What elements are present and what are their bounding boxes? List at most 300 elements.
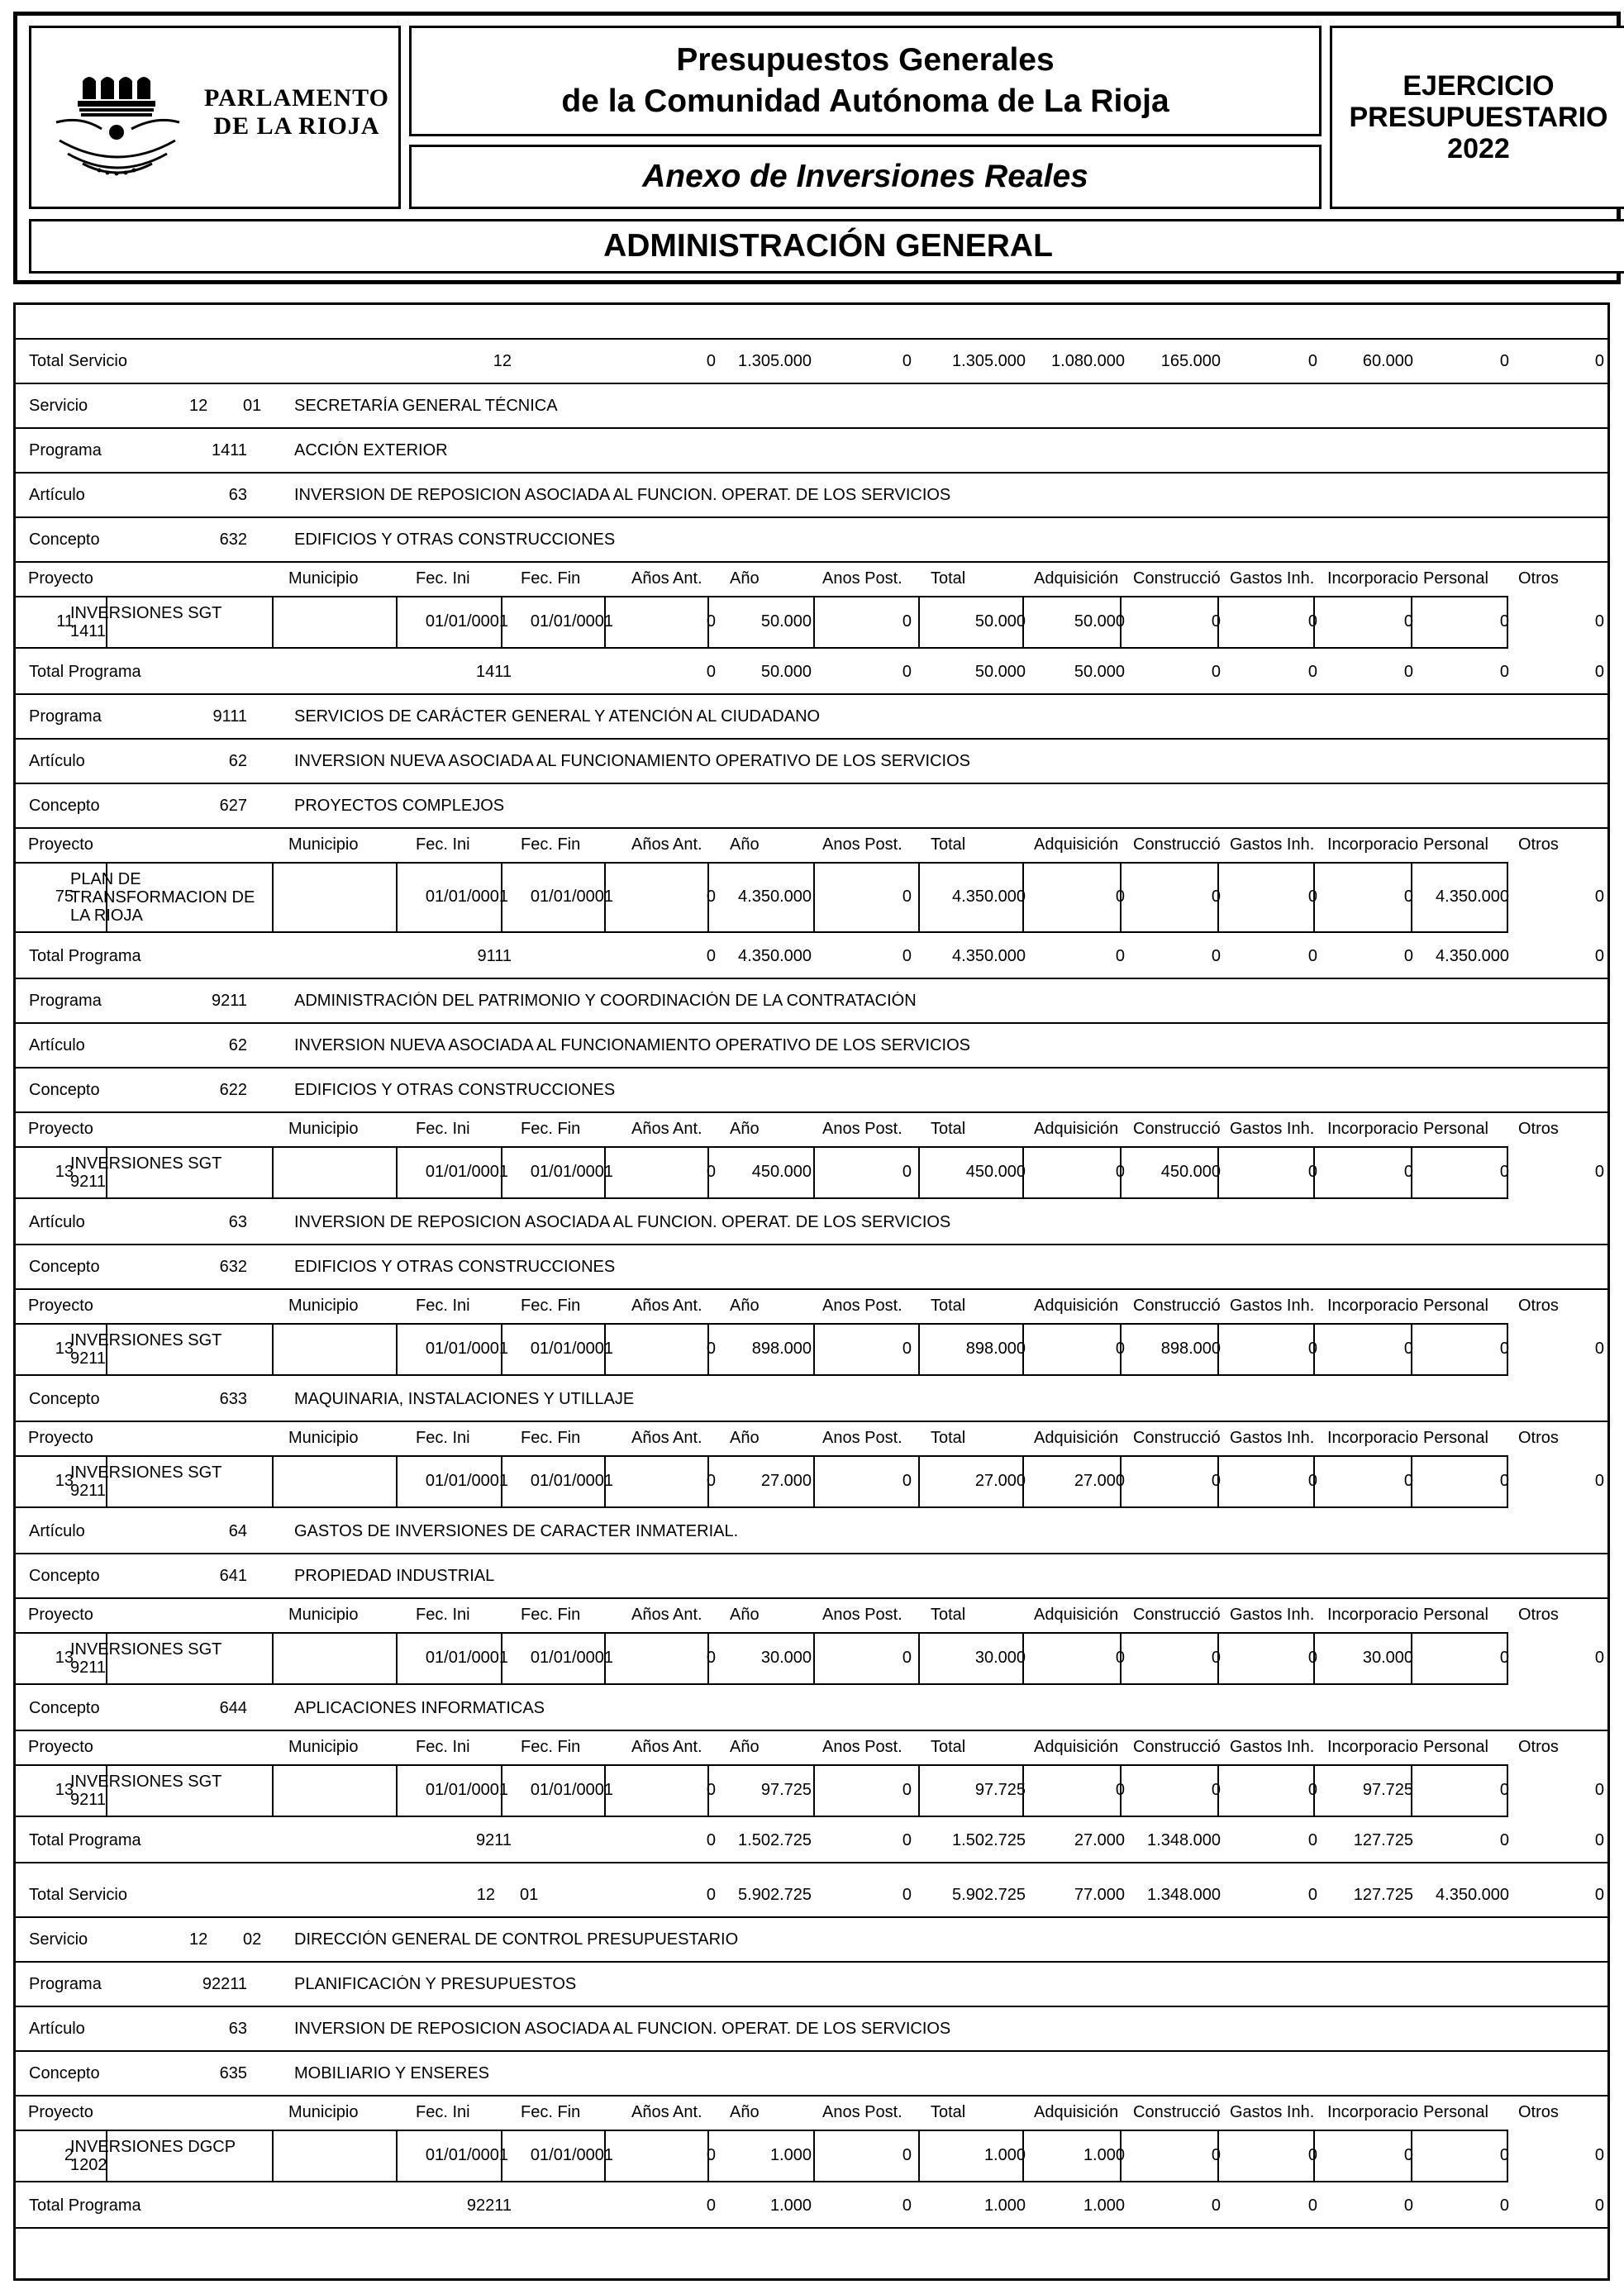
section-row-programa — [16, 693, 1607, 740]
project-value: 0 — [706, 1472, 716, 1490]
total-value: 0 — [1307, 352, 1317, 370]
total-value: 5.902.725 — [952, 1886, 1026, 1904]
column-header: Adquisición — [1034, 1606, 1119, 1624]
project-row — [16, 1323, 1607, 1376]
column-header: Otros — [1518, 1297, 1559, 1315]
column-header: Años Ant. — [631, 2103, 702, 2121]
project-value: 0 — [706, 612, 716, 631]
total-value: 0 — [1594, 352, 1604, 370]
total-value: 1.502.725 — [738, 1831, 812, 1849]
project-value: 0 — [1403, 1163, 1413, 1181]
project-value: 0 — [1211, 1649, 1221, 1667]
project-row — [16, 1764, 1607, 1817]
column-header: Adquisición — [1034, 1120, 1119, 1138]
project-value: 0 — [1307, 1781, 1317, 1799]
total-value: 0 — [902, 1886, 912, 1904]
project-value: 0 — [1307, 612, 1317, 631]
year-line1: EJERCICIO — [1403, 70, 1555, 102]
project-value: 0 — [1115, 1340, 1125, 1358]
column-header: Proyecto — [28, 1120, 93, 1138]
project-name: INVERSIONES SGT 1411 — [70, 604, 222, 640]
column-header: Municipio — [288, 1120, 359, 1138]
project-fec-ini: 01/01/0001 — [425, 612, 508, 631]
project-cell — [272, 1146, 398, 1199]
project-value: 0 — [1499, 2146, 1509, 2164]
column-header: Personal — [1423, 1429, 1488, 1447]
section-label: Programa — [29, 707, 102, 726]
logo-line1: PARLAMENTO — [204, 84, 389, 112]
column-header: Año — [730, 1429, 760, 1447]
project-value: 1.000 — [769, 2146, 812, 2164]
project-value: 0 — [706, 1340, 716, 1358]
project-value: 0 — [1211, 2146, 1221, 2164]
section-label: Concepto — [29, 1390, 100, 1408]
total-value: 0 — [1307, 947, 1317, 965]
column-header: Total — [931, 1738, 966, 1756]
total-value: 0 — [902, 1831, 912, 1849]
fiscal-year: 2022 — [1447, 133, 1510, 164]
section-label: Artículo — [29, 1213, 85, 1231]
project-row — [16, 1455, 1607, 1508]
project-fec-fin: 01/01/0001 — [530, 1163, 613, 1181]
section-description: ACCIÓN EXTERIOR — [294, 441, 448, 459]
section-description: PROPIEDAD INDUSTRIAL — [294, 1567, 495, 1585]
column-header: Otros — [1518, 1120, 1559, 1138]
column-header: Fec. Ini — [416, 1606, 470, 1624]
project-cell — [272, 862, 398, 933]
column-header: Años Ant. — [631, 1120, 702, 1138]
column-header: Construcció — [1133, 1429, 1221, 1447]
column-header: Construcció — [1133, 569, 1221, 588]
column-header: Construcció — [1133, 1120, 1221, 1138]
total-value: 0 — [1307, 663, 1317, 681]
total-value: 0 — [1499, 352, 1509, 370]
section-row-artículo — [16, 2006, 1607, 2052]
project-value: 0 — [1499, 612, 1509, 631]
project-value: 0 — [1211, 612, 1221, 631]
total-label: Total Servicio — [29, 1886, 127, 1904]
project-cell — [272, 1632, 398, 1685]
total-value: 0 — [902, 947, 912, 965]
total-value: 127.725 — [1353, 1831, 1413, 1849]
total-value: 0 — [1594, 947, 1604, 965]
project-fec-fin: 01/01/0001 — [530, 1781, 613, 1799]
column-header: Proyecto — [28, 569, 93, 588]
project-value: 4.350.000 — [1436, 888, 1509, 906]
column-header: Total — [931, 2103, 966, 2121]
section-description: APLICACIONES INFORMATICAS — [294, 1699, 545, 1717]
total-row — [16, 338, 1607, 384]
proyecto-header-row — [16, 1730, 1607, 1764]
project-name: INVERSIONES SGT 9211 — [70, 1331, 222, 1368]
project-fec-fin: 01/01/0001 — [530, 612, 613, 631]
column-header: Personal — [1423, 569, 1488, 588]
total-value: 50.000 — [760, 663, 812, 681]
total-value: 0 — [706, 947, 716, 965]
column-header: Construcció — [1133, 1738, 1221, 1756]
column-header: Otros — [1518, 835, 1559, 854]
section-row-concepto — [16, 1244, 1607, 1290]
column-header: Gastos Inh. — [1230, 1429, 1315, 1447]
column-header: Total — [931, 1429, 966, 1447]
project-value: 0 — [1403, 888, 1413, 906]
total-value: 0 — [706, 2196, 716, 2215]
section-code2: 02 — [243, 1930, 262, 1949]
section-row-servicio — [16, 383, 1607, 429]
total-value: 0 — [1499, 1831, 1509, 1849]
section-code: 622 — [219, 1081, 247, 1099]
project-value: 450.000 — [965, 1163, 1026, 1181]
column-header: Año — [730, 2103, 760, 2121]
column-header: Construcció — [1133, 1297, 1221, 1315]
project-number: 75 — [55, 888, 74, 906]
total-value: 0 — [1403, 947, 1413, 965]
column-header: Anos Post. — [822, 835, 902, 854]
column-header: Años Ant. — [631, 1606, 702, 1624]
title-line1: Presupuestos Generales — [676, 42, 1055, 78]
project-value: 0 — [1307, 888, 1317, 906]
annex-subtitle: Anexo de Inversiones Reales — [642, 159, 1088, 194]
project-value: 0 — [1115, 1781, 1125, 1799]
section-row-concepto — [16, 1067, 1607, 1113]
project-value: 450.000 — [1160, 1163, 1221, 1181]
proyecto-header-row — [16, 1421, 1607, 1455]
proyecto-header-row — [16, 827, 1607, 862]
column-header: Gastos Inh. — [1230, 1606, 1315, 1624]
column-header: Años Ant. — [631, 1738, 702, 1756]
section-label: Concepto — [29, 797, 100, 815]
column-header: Construcció — [1133, 2103, 1221, 2121]
total-row — [16, 1872, 1607, 1918]
total-value: 0 — [1307, 1831, 1317, 1849]
project-value: 0 — [1594, 1649, 1604, 1667]
section-label: Artículo — [29, 486, 85, 504]
table-top-band — [16, 305, 1607, 340]
column-header: Personal — [1423, 1738, 1488, 1756]
column-header: Adquisición — [1034, 569, 1119, 588]
project-value: 4.350.000 — [738, 888, 812, 906]
project-number: 13 — [55, 1781, 74, 1799]
column-header: Fec. Fin — [521, 1606, 581, 1624]
project-value: 27.000 — [974, 1472, 1026, 1490]
total-value: 1.080.000 — [1051, 352, 1125, 370]
column-header: Municipio — [288, 569, 359, 588]
project-value: 30.000 — [760, 1649, 812, 1667]
project-value: 0 — [1115, 1649, 1125, 1667]
column-header: Personal — [1423, 1120, 1488, 1138]
project-value: 50.000 — [1074, 612, 1125, 631]
section-description: SECRETARÍA GENERAL TÉCNICA — [294, 397, 558, 415]
total-code: 92211 — [466, 2196, 512, 2215]
project-value: 0 — [1115, 888, 1125, 906]
section-row-servicio — [16, 1916, 1607, 1963]
total-value: 50.000 — [1074, 663, 1125, 681]
project-cell — [272, 596, 398, 649]
column-header: Anos Post. — [822, 1120, 902, 1138]
column-header: Otros — [1518, 1738, 1559, 1756]
section-code: 641 — [219, 1567, 247, 1585]
total-value: 0 — [1307, 2196, 1317, 2215]
total-value: 50.000 — [974, 663, 1026, 681]
project-fec-ini: 01/01/0001 — [425, 1340, 508, 1358]
column-header: Construcció — [1133, 835, 1221, 854]
total-value: 1.000 — [1083, 2196, 1125, 2215]
total-value: 1.305.000 — [738, 352, 812, 370]
total-row — [16, 1817, 1607, 1863]
project-fec-ini: 01/01/0001 — [425, 1781, 508, 1799]
column-header: Municipio — [288, 2103, 359, 2121]
project-value: 0 — [1499, 1340, 1509, 1358]
project-value: 0 — [706, 1163, 716, 1181]
section-label: Concepto — [29, 1567, 100, 1585]
column-header: Fec. Fin — [521, 835, 581, 854]
section-row-programa — [16, 427, 1607, 474]
section-title: ADMINISTRACIÓN GENERAL — [603, 228, 1053, 264]
project-value: 0 — [1594, 612, 1604, 631]
column-header: Anos Post. — [822, 1297, 902, 1315]
project-cell — [272, 2130, 398, 2182]
project-fec-fin: 01/01/0001 — [530, 1472, 613, 1490]
column-header: Fec. Fin — [521, 569, 581, 588]
section-row-programa — [16, 978, 1607, 1024]
project-name: INVERSIONES SGT 9211 — [70, 1154, 222, 1191]
project-value: 0 — [902, 612, 912, 631]
logo-box — [29, 26, 401, 209]
column-header: Fec. Ini — [416, 1120, 470, 1138]
section-code: 9211 — [211, 992, 247, 1010]
column-header: Años Ant. — [631, 835, 702, 854]
section-label: Artículo — [29, 1522, 85, 1540]
section-label: Artículo — [29, 752, 85, 770]
section-code: 1411 — [211, 441, 247, 459]
column-header: Municipio — [288, 835, 359, 854]
column-header: Incorporacio — [1327, 1120, 1419, 1138]
project-value: 0 — [706, 1781, 716, 1799]
column-header: Fec. Ini — [416, 1297, 470, 1315]
project-value: 50.000 — [974, 612, 1026, 631]
column-header: Incorporacio — [1327, 1738, 1419, 1756]
project-name: INVERSIONES SGT 9211 — [70, 1640, 222, 1677]
total-value: 0 — [1211, 2196, 1221, 2215]
column-header: Año — [730, 1120, 760, 1138]
column-header: Anos Post. — [822, 1429, 902, 1447]
section-code: 63 — [228, 2020, 247, 2038]
total-value: 60.000 — [1362, 352, 1413, 370]
section-label: Programa — [29, 992, 102, 1010]
column-header: Incorporacio — [1327, 1429, 1419, 1447]
column-header: Proyecto — [28, 1606, 93, 1624]
total-row — [16, 649, 1607, 695]
section-code: 632 — [219, 531, 247, 549]
column-header: Total — [931, 1606, 966, 1624]
total-code: 1411 — [475, 663, 512, 681]
section-description: PROYECTOS COMPLEJOS — [294, 797, 505, 815]
section-description: SERVICIOS DE CARÁCTER GENERAL Y ATENCIÓN AL CIUDADANO — [294, 707, 821, 726]
section-row-artículo — [16, 1199, 1607, 1245]
column-header: Anos Post. — [822, 569, 902, 588]
column-header: Proyecto — [28, 1429, 93, 1447]
column-header: Personal — [1423, 2103, 1488, 2121]
section-row-concepto — [16, 516, 1607, 563]
project-value: 0 — [1499, 1163, 1509, 1181]
column-header: Otros — [1518, 569, 1559, 588]
project-name: INVERSIONES DGCP 1202 — [70, 2138, 236, 2174]
section-row-concepto — [16, 1376, 1607, 1422]
total-label: Total Programa — [29, 663, 141, 681]
column-header: Incorporacio — [1327, 1606, 1419, 1624]
section-description: INVERSION DE REPOSICION ASOCIADA AL FUNCION. OPERAT. DE LOS SERVICIOS — [294, 2020, 951, 2038]
section-code: 62 — [228, 1036, 247, 1054]
title-box — [409, 26, 1322, 136]
project-number: 13 — [55, 1163, 74, 1181]
section-description: ADMINISTRACIÓN DEL PATRIMONIO Y COORDINACIÓN DE LA CONTRATACIÓN — [294, 992, 917, 1010]
total-value: 0 — [1115, 947, 1125, 965]
column-header: Otros — [1518, 2103, 1559, 2121]
project-number: 13 — [55, 1649, 74, 1667]
total-value: 0 — [1594, 2196, 1604, 2215]
project-value: 27.000 — [1074, 1472, 1125, 1490]
column-header: Gastos Inh. — [1230, 1738, 1315, 1756]
project-value: 0 — [1403, 2146, 1413, 2164]
column-header: Adquisición — [1034, 1738, 1119, 1756]
column-header: Total — [931, 569, 966, 588]
project-value: 0 — [1307, 1649, 1317, 1667]
section-row-artículo — [16, 472, 1607, 518]
total-code: 12 — [476, 1886, 495, 1904]
total-value: 0 — [1403, 663, 1413, 681]
column-header: Año — [730, 1606, 760, 1624]
column-header: Fec. Ini — [416, 569, 470, 588]
project-fec-fin: 01/01/0001 — [530, 1649, 613, 1667]
project-value: 50.000 — [760, 612, 812, 631]
column-header: Anos Post. — [822, 2103, 902, 2121]
section-code2: 01 — [243, 397, 262, 415]
project-value: 4.350.000 — [952, 888, 1026, 906]
project-fec-ini: 01/01/0001 — [425, 1472, 508, 1490]
section-label: Programa — [29, 441, 102, 459]
column-header: Personal — [1423, 835, 1488, 854]
section-label: Artículo — [29, 2020, 85, 2038]
total-value: 0 — [706, 663, 716, 681]
proyecto-header-row — [16, 2095, 1607, 2130]
project-value: 0 — [1594, 888, 1604, 906]
total-value: 0 — [902, 663, 912, 681]
section-code: 627 — [219, 797, 247, 815]
project-value: 1.000 — [1083, 2146, 1125, 2164]
total-value: 1.000 — [769, 2196, 812, 2215]
project-value: 0 — [1594, 2146, 1604, 2164]
section-label: Concepto — [29, 531, 100, 549]
project-cell — [272, 1323, 398, 1376]
total-value: 0 — [706, 1831, 716, 1849]
project-fec-fin: 01/01/0001 — [530, 2146, 613, 2164]
project-value: 1.000 — [983, 2146, 1026, 2164]
project-value: 97.725 — [1362, 1781, 1413, 1799]
column-header: Proyecto — [28, 835, 93, 854]
project-value: 0 — [902, 1649, 912, 1667]
column-header: Incorporacio — [1327, 1297, 1419, 1315]
total-value: 0 — [1307, 1886, 1317, 1904]
column-header: Anos Post. — [822, 1606, 902, 1624]
column-header: Año — [730, 569, 760, 588]
project-name: INVERSIONES SGT 9211 — [70, 1773, 222, 1809]
section-code: 635 — [219, 2064, 247, 2082]
section-description: MAQUINARIA, INSTALACIONES Y UTILLAJE — [294, 1390, 635, 1408]
section-row-concepto — [16, 2050, 1607, 2096]
project-value: 0 — [1594, 1163, 1604, 1181]
section-row-concepto — [16, 783, 1607, 829]
section-description: INVERSION DE REPOSICION ASOCIADA AL FUNCION. OPERAT. DE LOS SERVICIOS — [294, 1213, 951, 1231]
project-value: 898.000 — [965, 1340, 1026, 1358]
total-value: 0 — [706, 1886, 716, 1904]
total-value: 1.305.000 — [952, 352, 1026, 370]
total-label: Total Programa — [29, 947, 141, 965]
section-row-artículo — [16, 1508, 1607, 1554]
total-value: 27.000 — [1074, 1831, 1125, 1849]
total-row — [16, 933, 1607, 979]
column-header: Año — [730, 1738, 760, 1756]
project-fec-fin: 01/01/0001 — [530, 888, 613, 906]
project-value: 0 — [902, 888, 912, 906]
project-value: 898.000 — [1160, 1340, 1221, 1358]
section-code: 62 — [228, 752, 247, 770]
column-header: Gastos Inh. — [1230, 835, 1315, 854]
column-header: Municipio — [288, 1297, 359, 1315]
project-value: 0 — [1307, 1340, 1317, 1358]
section-label: Servicio — [29, 1930, 88, 1949]
column-header: Incorporacio — [1327, 2103, 1419, 2121]
column-header: Años Ant. — [631, 1429, 702, 1447]
project-fec-ini: 01/01/0001 — [425, 1649, 508, 1667]
column-header: Fec. Ini — [416, 2103, 470, 2121]
column-header: Municipio — [288, 1429, 359, 1447]
column-header: Proyecto — [28, 1738, 93, 1756]
total-value: 127.725 — [1353, 1886, 1413, 1904]
project-number: 11 — [56, 612, 74, 631]
project-value: 0 — [1211, 1472, 1221, 1490]
section-label: Concepto — [29, 2064, 100, 2082]
column-header: Municipio — [288, 1738, 359, 1756]
document-header — [13, 12, 1621, 284]
project-fec-ini: 01/01/0001 — [425, 2146, 508, 2164]
column-header: Fec. Fin — [521, 2103, 581, 2121]
section-description: INVERSION NUEVA ASOCIADA AL FUNCIONAMIENTO OPERATIVO DE LOS SERVICIOS — [294, 752, 970, 770]
project-value: 0 — [902, 2146, 912, 2164]
column-header: Gastos Inh. — [1230, 2103, 1315, 2121]
section-description: PLANIFICACIÓN Y PRESUPUESTOS — [294, 1975, 577, 1993]
project-value: 0 — [902, 1163, 912, 1181]
total-label: Total Programa — [29, 1831, 141, 1849]
project-fec-fin: 01/01/0001 — [530, 1340, 613, 1358]
total-value: 0 — [1403, 2196, 1413, 2215]
column-header: Fec. Fin — [521, 1297, 581, 1315]
column-header: Fec. Ini — [416, 835, 470, 854]
project-value: 898.000 — [751, 1340, 812, 1358]
logo-line2: DE LA RIOJA — [213, 112, 380, 140]
investments-table — [13, 302, 1610, 2281]
section-description: DIRECCIÓN GENERAL DE CONTROL PRESUPUESTARIO — [294, 1930, 739, 1949]
column-header: Adquisición — [1034, 1429, 1119, 1447]
project-name: PLAN DE TRANSFORMACION DE LA RIOJA — [70, 870, 255, 925]
section-row-concepto — [16, 1553, 1607, 1599]
project-value: 0 — [1499, 1472, 1509, 1490]
parliament-logo-icon — [50, 71, 202, 178]
project-value: 0 — [1307, 2146, 1317, 2164]
project-row — [16, 2130, 1607, 2182]
section-code: 63 — [228, 486, 247, 504]
total-code: 9211 — [475, 1831, 512, 1849]
column-header: Fec. Fin — [521, 1738, 581, 1756]
